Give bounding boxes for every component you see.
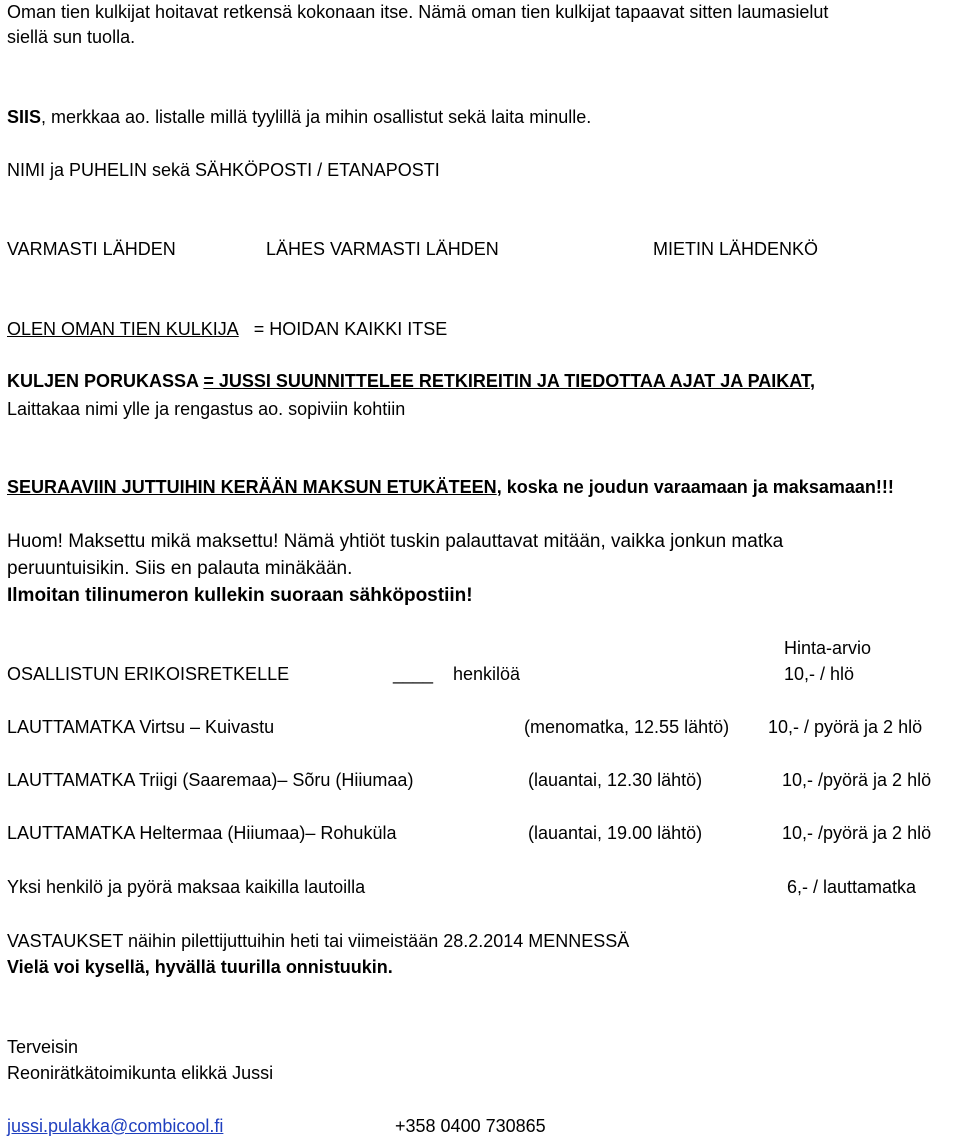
- porukka-underlined: = JUSSI SUUNNITTELEE RETKIREITIN JA TIEDOTTAA AJAT JA PAIKAT: [203, 371, 810, 391]
- erikois-unit: henkilöä: [453, 664, 521, 684]
- ferry-when: (lauantai, 12.30 lähtö): [528, 770, 703, 790]
- contact-prompt: NIMI ja PUHELIN sekä SÄHKÖPOSTI / ETANAPOSTI: [7, 160, 440, 180]
- deadline-line-2: Vielä voi kysellä, hyvällä tuurilla onnistuukin.: [7, 957, 393, 977]
- erikois-blank: ____: [393, 664, 434, 684]
- option-mietin: MIETIN LÄHDENKÖ: [653, 239, 819, 259]
- single-label: Yksi henkilö ja pyörä maksaa kaikilla lautoilla: [7, 877, 366, 897]
- ferry-when: (menomatka, 12.55 lähtö): [524, 717, 730, 737]
- option-lahes: LÄHES VARMASTI LÄHDEN: [266, 239, 499, 259]
- phone-number: +358 0400 730865: [395, 1116, 546, 1136]
- email-link[interactable]: jussi.pulakka@combicool.fi: [7, 1116, 224, 1136]
- porukka-tail: ,: [809, 371, 815, 391]
- option-varmasti: VARMASTI LÄHDEN: [7, 239, 176, 259]
- ferry-price: 10,- /pyörä ja 2 hlö: [782, 823, 932, 843]
- deadline-line-1: VASTAUKSET näihin pilettijuttuihin heti tai viimeistään 28.2.2014 MENNESSÄ: [7, 931, 630, 951]
- oma-tie-rest: = HOIDAN KAIKKI ITSE: [253, 319, 448, 339]
- porukka-line-2: Laittakaa nimi ylle ja rengastus ao. sopiviin kohtiin: [7, 399, 406, 419]
- ferry-route: LAUTTAMATKA Heltermaa (Hiiumaa)– Rohuküla: [7, 823, 397, 843]
- oma-tie-underlined: OLEN OMAN TIEN KULKIJA: [7, 319, 239, 339]
- oma-tie-line: [7, 320, 447, 338]
- price-header: Hinta-arvio: [784, 638, 872, 658]
- ferry-price: 10,- /pyörä ja 2 hlö: [782, 770, 932, 790]
- erikois-price: 10,- / hlö: [784, 664, 855, 684]
- siis-bold: SIIS: [7, 107, 42, 127]
- greeting: Terveisin: [7, 1037, 79, 1057]
- ferry-route: LAUTTAMATKA Virtsu – Kuivastu: [7, 717, 275, 737]
- ferry-when: (lauantai, 19.00 lähtö): [528, 823, 703, 843]
- porukka-bold: KULJEN PORUKASSA: [7, 371, 199, 391]
- payment-underlined: SEURAAVIIN JUTTUIHIN KERÄÄN MAKSUN ETUKÄTEEN: [7, 477, 497, 497]
- payment-line: [7, 478, 894, 496]
- ferry-route: LAUTTAMATKA Triigi (Saaremaa)– Sõru (Hiiumaa): [7, 770, 414, 790]
- siis-rest: , merkkaa ao. listalle millä tyylillä ja mihin osallistut sekä laita minulle.: [41, 107, 592, 127]
- single-price: 6,- / lauttamatka: [787, 877, 917, 897]
- porukka-line: [7, 372, 815, 390]
- huom-line-3: Ilmoitan tilinumeron kullekin suoraan sähköpostiin!: [7, 585, 473, 606]
- huom-line-2: peruuntuisikin. Siis en palauta minäkään.: [7, 558, 353, 579]
- signature: Reonirätkätoimikunta elikkä Jussi: [7, 1063, 274, 1083]
- intro-line-2: siellä sun tuolla.: [7, 27, 136, 47]
- ferry-price: 10,- / pyörä ja 2 hlö: [768, 717, 923, 737]
- huom-line-1: Huom! Maksettu mikä maksettu! Nämä yhtiöt tuskin palauttavat mitään, vaikka jonkun matka: [7, 531, 784, 552]
- erikois-label: OSALLISTUN ERIKOISRETKELLE: [7, 664, 290, 684]
- intro-line-1: Oman tien kulkijat hoitavat retkensä kokonaan itse. Nämä oman tien kulkijat tapaavat sitten laumasielut: [7, 2, 829, 22]
- siis-line: [7, 108, 591, 126]
- payment-rest: , koska ne joudun varaamaan ja maksamaan!!!: [496, 477, 894, 497]
